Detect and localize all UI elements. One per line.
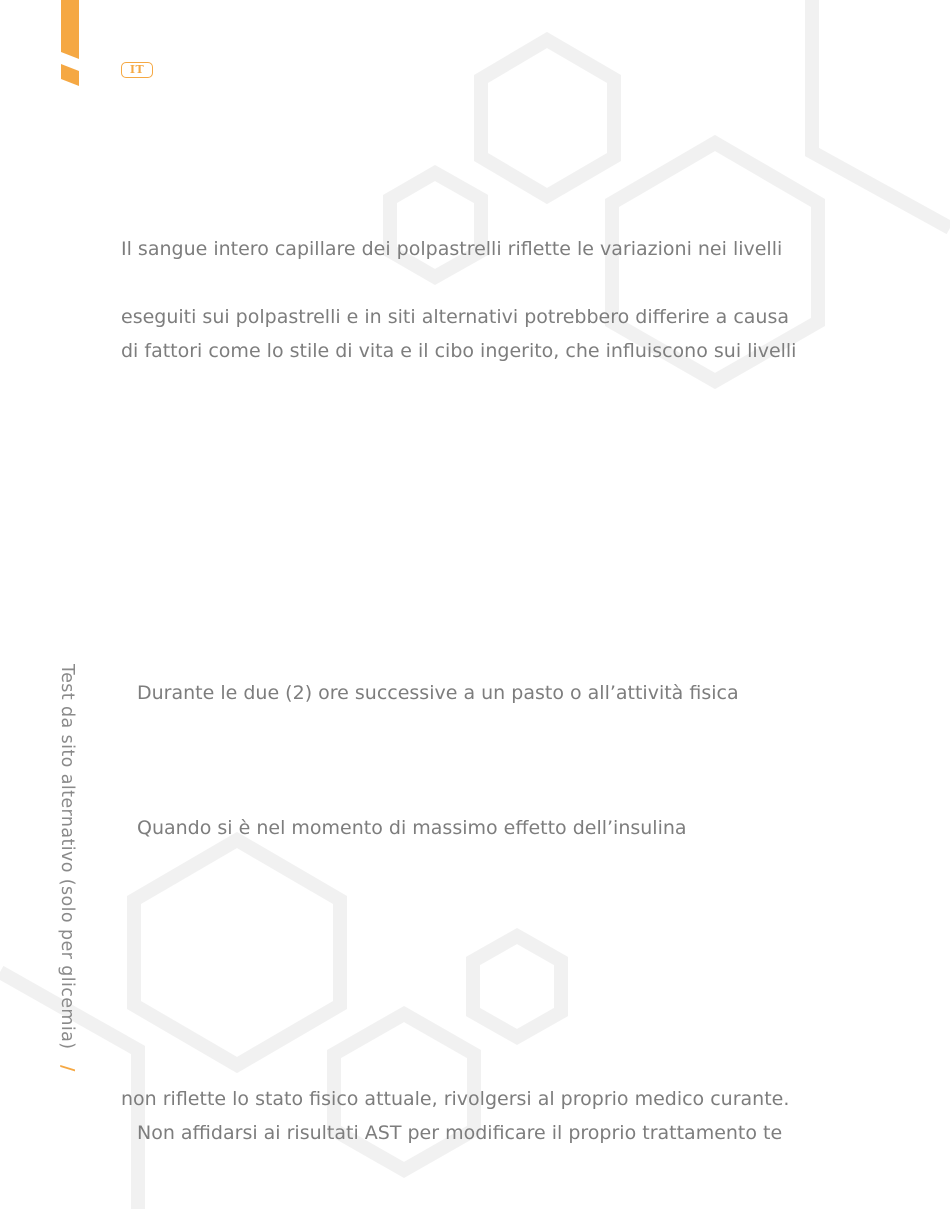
side-section-separator: / (57, 1065, 77, 1073)
side-section-title (57, 664, 77, 1072)
body-paragraph-line: eseguiti sui polpastrelli e in siti alternativi potrebbero differire a causa (121, 306, 789, 328)
hexagon-shape (812, 0, 950, 228)
hexagon-shape (134, 840, 340, 1065)
hexagon-shape (481, 40, 614, 196)
list-item: Durante le due (2) ore successive a un pasto o all’attività fisica (137, 682, 739, 704)
body-paragraph-line: Il sangue intero capillare dei polpastrelli riflette le variazioni nei livelli (121, 238, 783, 260)
body-paragraph-line: non riflette lo stato fisico attuale, rivolgersi al proprio medico curante. (121, 1088, 790, 1110)
side-section-text: Test da sito alternativo (solo per glicemia) (57, 664, 77, 1050)
language-badge: IT (121, 62, 153, 78)
accent-bar (0, 0, 90, 90)
body-paragraph-line: di fattori come lo stile di vita e il cibo ingerito, che influiscono sui livelli (121, 340, 797, 362)
side-section-label (57, 664, 81, 1110)
accent-bar-top (61, 0, 79, 59)
hexagon-shape (473, 936, 561, 1037)
list-item: Quando si è nel momento di massimo effetto dell’insulina (137, 817, 687, 839)
accent-bar-bottom (61, 64, 79, 86)
body-paragraph-line: Non affidarsi ai risultati AST per modificare il proprio trattamento te (137, 1122, 783, 1144)
